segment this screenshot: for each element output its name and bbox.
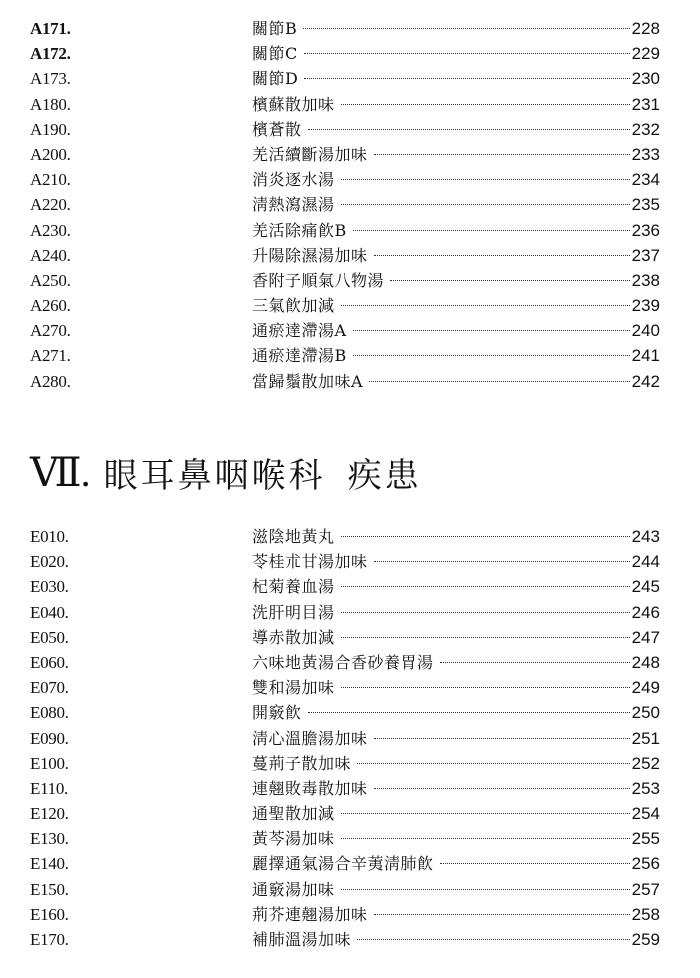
- toc-row: [0, 801, 700, 826]
- toc-row: [0, 142, 700, 167]
- entry-title: 香附子順氣八物湯: [252, 270, 385, 290]
- dot-leader: [341, 612, 630, 613]
- entry-code: A271.: [30, 346, 71, 366]
- entry-title: 麗擇通氣湯合辛荑淸肺飮: [252, 854, 434, 874]
- entry-title: 開竅飮: [252, 703, 302, 723]
- section-title: 眼耳鼻咽喉科: [103, 455, 326, 496]
- toc-row: [0, 66, 700, 91]
- entry-page: 250: [631, 703, 660, 723]
- entry-title: 升陽除濕湯加味: [252, 245, 368, 265]
- entry-title: 通竅湯加味: [252, 879, 335, 899]
- entry-title: 淸熱瀉濕湯: [252, 195, 335, 215]
- entry-title: 關節B: [252, 19, 298, 38]
- entry-page: 229: [631, 44, 660, 64]
- entry-code: A230.: [30, 220, 71, 240]
- dot-leader: [440, 662, 630, 663]
- entry-page: 230: [631, 69, 660, 89]
- entry-page: 253: [631, 778, 660, 798]
- toc-row: [0, 92, 700, 117]
- entry-code: E130.: [30, 829, 69, 849]
- toc-row: [0, 192, 700, 217]
- dot-leader: [357, 939, 630, 940]
- dot-leader: [374, 255, 630, 256]
- entry-title: 荊芥連翹湯加味: [252, 904, 368, 924]
- entry-title: 羌活除痛飮B: [252, 220, 347, 240]
- dot-leader: [304, 53, 630, 54]
- entry-page: 247: [631, 627, 660, 647]
- entry-code: A190.: [30, 119, 71, 139]
- entry-page: 252: [631, 753, 660, 773]
- entry-page: 251: [631, 728, 660, 748]
- entry-page: 256: [631, 854, 660, 874]
- entry-code: E060.: [30, 652, 69, 672]
- entry-code: E010.: [30, 527, 69, 546]
- dot-leader: [374, 788, 630, 789]
- entry-page: 241: [631, 346, 660, 366]
- dot-leader: [303, 28, 629, 29]
- entry-title: 通瘀達滯湯B: [252, 346, 347, 366]
- entry-code: E070.: [30, 678, 69, 698]
- section-numeral: Ⅶ.: [30, 449, 90, 495]
- dot-leader: [374, 561, 630, 562]
- entry-code: A173.: [30, 69, 71, 89]
- entry-title: 三氣飮加減: [252, 296, 335, 316]
- toc-row: [0, 902, 700, 927]
- dot-leader: [308, 712, 630, 713]
- entry-page: 259: [631, 930, 660, 949]
- entry-page: 237: [631, 245, 660, 265]
- entry-title: 六味地黃湯合香砂養胃湯: [252, 652, 434, 672]
- entry-code: A220.: [30, 195, 71, 215]
- dot-leader: [341, 586, 630, 587]
- toc-row: [0, 369, 700, 394]
- entry-title: 補肺溫湯加味: [252, 930, 352, 949]
- toc-row: [0, 524, 700, 549]
- entry-code: A240.: [30, 245, 71, 265]
- entry-page: 248: [631, 652, 660, 672]
- entry-title: 杞菊養血湯: [252, 577, 335, 597]
- dot-leader: [341, 637, 630, 638]
- entry-title: 檳蘇散加味: [252, 94, 335, 114]
- entry-code: E090.: [30, 728, 69, 748]
- entry-page: 255: [631, 829, 660, 849]
- entry-title: 蔓荊子散加味: [252, 753, 352, 773]
- dot-leader: [374, 914, 630, 915]
- entry-code: A200.: [30, 144, 71, 164]
- dot-leader: [341, 889, 630, 890]
- toc-row: [0, 751, 700, 776]
- toc-row: [0, 851, 700, 876]
- entry-code: E170.: [30, 930, 69, 949]
- entry-code: A270.: [30, 321, 71, 341]
- dot-leader: [341, 104, 630, 105]
- entry-code: A171.: [30, 19, 71, 38]
- entry-title: 通瘀達滯湯A: [252, 321, 347, 341]
- entry-title: 檳蒼散: [252, 119, 302, 139]
- dot-leader: [341, 179, 630, 180]
- entry-page: 231: [631, 94, 660, 114]
- entry-title: 羌活續斷湯加味: [252, 144, 368, 164]
- entry-page: 244: [631, 552, 660, 572]
- entry-code: E110.: [30, 778, 69, 798]
- dot-leader: [308, 129, 630, 130]
- toc-row: [0, 675, 700, 700]
- entry-code: A280.: [30, 371, 71, 391]
- entry-code: E040.: [30, 602, 69, 622]
- dot-leader: [374, 154, 630, 155]
- entry-title: 關節D: [252, 69, 299, 89]
- dot-leader: [369, 381, 630, 382]
- entry-title: 雙和湯加味: [252, 678, 335, 698]
- entry-code: E050.: [30, 627, 69, 647]
- entry-page: 246: [631, 602, 660, 622]
- entry-code: A250.: [30, 270, 71, 290]
- dot-leader: [341, 536, 630, 537]
- toc-row: [0, 650, 700, 675]
- toc-row: [0, 218, 700, 243]
- entry-page: 239: [631, 296, 660, 316]
- entry-code: A260.: [30, 296, 71, 316]
- entry-title: 導赤散加減: [252, 627, 335, 647]
- dot-leader: [390, 280, 630, 281]
- entry-code: A210.: [30, 170, 71, 190]
- dot-leader: [374, 738, 630, 739]
- entry-page: 249: [631, 678, 660, 698]
- toc-row: [0, 293, 700, 318]
- entry-page: 236: [631, 220, 660, 240]
- entry-title: 消炎逐水湯: [252, 170, 335, 190]
- entry-code: E100.: [30, 753, 69, 773]
- entry-code: E120.: [30, 804, 69, 824]
- entry-title: 淸心溫膽湯加味: [252, 728, 368, 748]
- entry-code: E160.: [30, 904, 69, 924]
- entry-page: 234: [631, 170, 660, 190]
- entry-title: 當歸鬚散加味A: [252, 371, 364, 391]
- section-subtitle: 疾患: [347, 455, 422, 496]
- toc-row: [0, 826, 700, 851]
- section-heading: [30, 444, 422, 500]
- entry-code: E030.: [30, 577, 69, 597]
- entry-page: 240: [631, 321, 660, 341]
- toc-row: [0, 343, 700, 368]
- toc-row: [0, 117, 700, 142]
- toc-list-e: [0, 524, 700, 952]
- toc-row: [0, 318, 700, 343]
- dot-leader: [353, 330, 630, 331]
- entry-page: 235: [631, 195, 660, 215]
- toc-list-a: [0, 16, 700, 394]
- entry-page: 243: [631, 527, 660, 546]
- entry-page: 258: [631, 904, 660, 924]
- toc-row: [0, 167, 700, 192]
- entry-title: 洗肝明目湯: [252, 602, 335, 622]
- entry-title: 黃芩湯加味: [252, 829, 335, 849]
- entry-title: 苓桂朮甘湯加味: [252, 552, 368, 572]
- dot-leader: [341, 813, 630, 814]
- entry-title: 通聖散加減: [252, 804, 335, 824]
- toc-row: [0, 700, 700, 725]
- entry-code: E150.: [30, 879, 69, 899]
- dot-leader: [353, 230, 630, 231]
- entry-page: 228: [631, 19, 660, 38]
- toc-row: [0, 41, 700, 66]
- toc-row: [0, 16, 700, 41]
- entry-page: 245: [631, 577, 660, 597]
- entry-code: A172.: [30, 44, 71, 64]
- dot-leader: [440, 863, 630, 864]
- dot-leader: [304, 78, 629, 79]
- entry-page: 238: [631, 270, 660, 290]
- entry-page: 242: [631, 371, 660, 391]
- entry-code: A180.: [30, 94, 71, 114]
- entry-page: 232: [631, 119, 660, 139]
- entry-page: 257: [631, 879, 660, 899]
- toc-row: [0, 268, 700, 293]
- dot-leader: [353, 355, 630, 356]
- toc-row: [0, 776, 700, 801]
- dot-leader: [341, 305, 630, 306]
- entry-title: 滋陰地黃丸: [252, 527, 335, 546]
- entry-page: 233: [631, 144, 660, 164]
- toc-row: [0, 600, 700, 625]
- entry-page: 254: [631, 804, 660, 824]
- toc-row: [0, 549, 700, 574]
- toc-row: [0, 726, 700, 751]
- entry-code: E140.: [30, 854, 69, 874]
- toc-row: [0, 927, 700, 952]
- entry-title: 連翹敗毒散加味: [252, 778, 368, 798]
- entry-title: 關節C: [252, 44, 298, 64]
- dot-leader: [341, 204, 630, 205]
- dot-leader: [357, 763, 630, 764]
- entry-code: E080.: [30, 703, 69, 723]
- toc-row: [0, 243, 700, 268]
- toc-row: [0, 877, 700, 902]
- entry-code: E020.: [30, 552, 69, 572]
- toc-row: [0, 574, 700, 599]
- dot-leader: [341, 838, 630, 839]
- dot-leader: [341, 687, 630, 688]
- toc-row: [0, 625, 700, 650]
